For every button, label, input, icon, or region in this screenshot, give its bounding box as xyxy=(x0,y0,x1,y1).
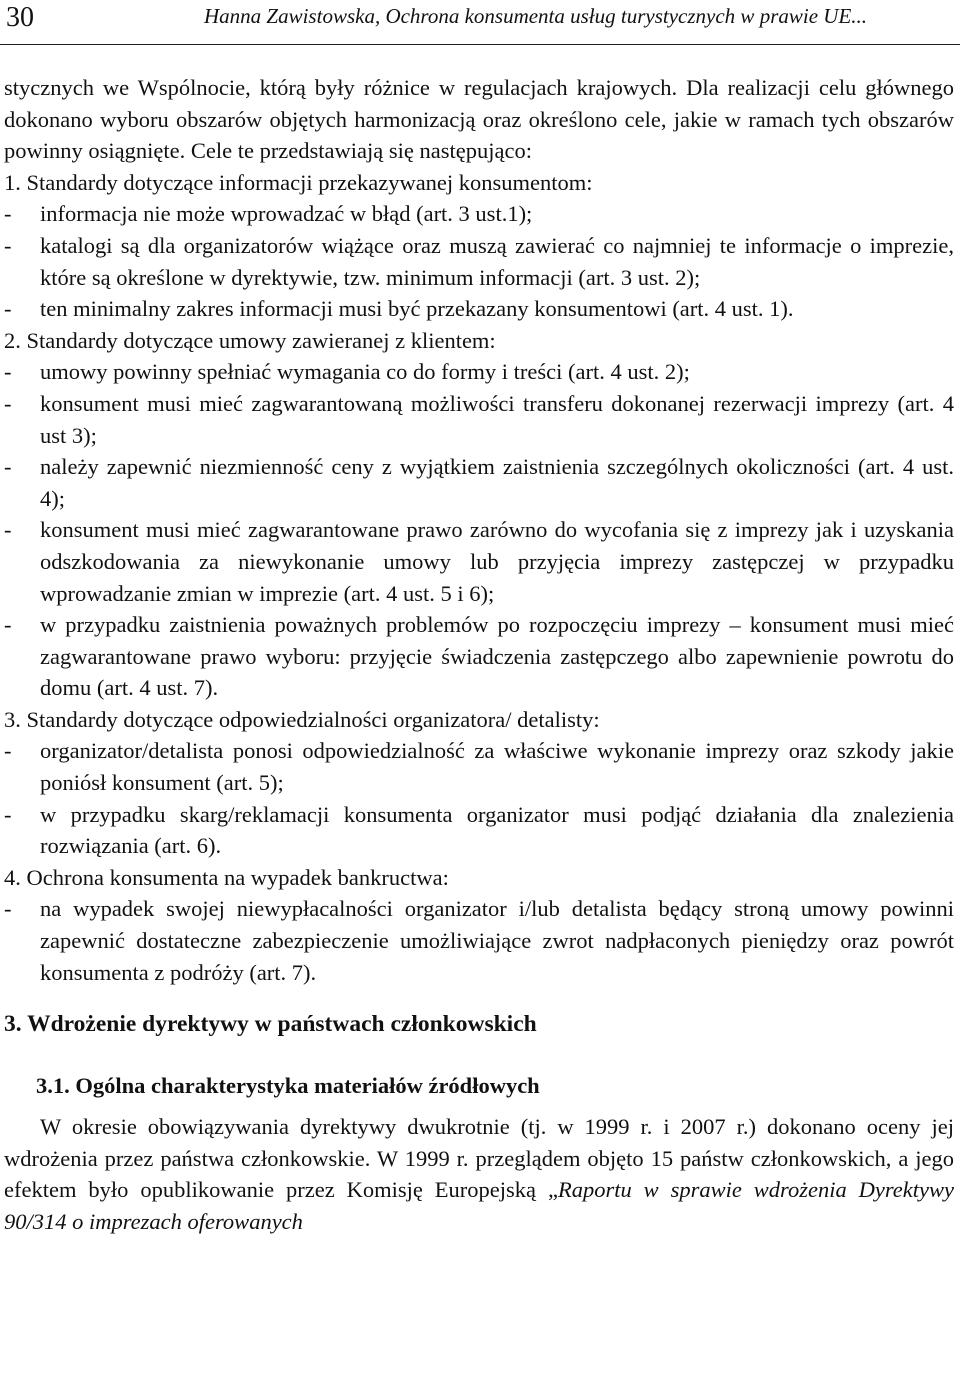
standard-2 xyxy=(4,325,954,704)
dash-marker: - xyxy=(4,296,12,322)
dash-marker: - xyxy=(4,738,12,764)
page-number: 30 xyxy=(6,2,34,33)
dash-marker: - xyxy=(4,517,12,543)
list-item xyxy=(4,198,954,230)
dash-marker: - xyxy=(4,801,12,827)
list-item xyxy=(4,388,954,451)
list-item xyxy=(4,799,954,862)
standard-heading: 3. Standardy dotyczące odpowiedzialności organizatora/ detalisty: xyxy=(4,706,600,732)
list-item-text: w przypadku zaistnienia poważnych problemów po rozpoczęciu imprezy – konsument musi mieć zagwarantowane prawo wyboru: przyjęcie świadczenia zastępczego albo zapewnienie powrotu do domu (art. 4 ust. 7). xyxy=(40,612,954,701)
dash-marker: - xyxy=(4,390,12,416)
section-title: 3. Wdrożenie dyrektywy w państwach członkowskich xyxy=(4,1011,537,1038)
list-item-text: ten minimalny zakres informacji musi być przekazany konsumentowi (art. 4 ust. 1). xyxy=(40,296,794,322)
list-item xyxy=(4,514,954,609)
list-item-text: konsument musi mieć zagwarantowaną możliwości transferu dokonanej rezerwacji imprezy (art. 4 ust 3); xyxy=(40,390,954,448)
page-body xyxy=(4,72,954,1238)
dash-marker: - xyxy=(4,232,12,258)
standard-heading: 4. Ochrona konsumenta na wypadek bankructwa: xyxy=(4,864,449,890)
dash-marker: - xyxy=(4,359,12,385)
list-item-text: umowy powinny spełniać wymagania co do formy i treści (art. 4 ust. 2); xyxy=(40,359,690,385)
dash-marker: - xyxy=(4,454,12,480)
report-title-italic: Raportu w sprawie wdrożenia Dyrektywy 90/314 o imprezach oferowanych xyxy=(4,1177,954,1234)
intro-paragraph: stycznych we Wspólnocie, którą były różnice w regulacjach krajowych. Dla realizacji celu głównego dokonano wyboru obszarów objętych harmonizacją oraz określono cele, jakie w ramach tych obszarów powinny osiągnięte. Cele te przedstawiają się następująco: xyxy=(4,75,954,164)
list-item xyxy=(4,451,954,514)
standard-4 xyxy=(4,862,954,988)
page-header xyxy=(0,0,960,45)
dash-marker: - xyxy=(4,201,12,227)
dash-marker: - xyxy=(4,612,12,638)
list-item-text: należy zapewnić niezmienność ceny z wyjątkiem zaistnienia szczególnych okoliczności (art. 4 ust. 4); xyxy=(40,454,954,511)
standard-3 xyxy=(4,704,954,862)
list-item xyxy=(4,735,954,798)
list-item-text: katalogi są dla organizatorów wiążące oraz muszą zawierać co najmniej te informacje o imprezie, które są określone w dyrektywie, tzw. minimum informacji (art. 3 ust. 2); xyxy=(40,232,954,290)
standard-heading: 2. Standardy dotyczące umowy zawieranej z klientem: xyxy=(4,327,496,353)
final-paragraph-text: W okresie obowiązywania dyrektywy dwukrotnie (tj. w 1999 r. i 2007 r.) dokonano oceny jej wdrożenia przez państwa członkowskie. W 1999 r. przeglądem objęto 15 państw członkowskich, a jego efektem było opublikowanie przez Komisję Europejską „ xyxy=(4,1114,954,1203)
standard-heading: 1. Standardy dotyczące informacji przekazywanej konsumentom: xyxy=(4,169,593,195)
list-item xyxy=(4,893,954,988)
list-item xyxy=(4,356,954,388)
subsection-title: 3.1. Ogólna charakterystyka materiałów źródłowych xyxy=(36,1073,540,1099)
list-item-text: konsument musi mieć zagwarantowane prawo zarówno do wycofania się z imprezy jak i uzyskania odszkodowania za niewykonanie umowy lub przyjęcia imprezy zastępczej w przypadku wprowadzanie zmian w imprezie (art. 4 ust. 5 i 6); xyxy=(40,517,954,606)
list-item-text: w przypadku skarg/reklamacji konsumenta organizator musi podjąć działania dla znalezienia rozwiązania (art. 6). xyxy=(40,801,954,859)
running-title: Hanna Zawistowska, Ochrona konsumenta usług turystycznych w prawie UE... xyxy=(204,4,868,28)
list-item xyxy=(4,293,954,325)
list-item-text: na wypadek swojej niewypłacalności organizator i/lub detalista będący stroną umowy powinni zapewnić dostateczne zabezpieczenie umożliwiające zwrot nadpłaconych pieniędzy oraz powrót konsumenta z podróży (art. 7). xyxy=(40,896,954,985)
list-item-text: informacja nie może wprowadzać w błąd (art. 3 ust.1); xyxy=(40,201,533,227)
list-item xyxy=(4,609,954,704)
list-item-text: organizator/detalista ponosi odpowiedzialność za właściwe wykonanie imprezy oraz szkody jakie poniósł konsument (art. 5); xyxy=(40,738,954,796)
standard-1 xyxy=(4,167,954,325)
dash-marker: - xyxy=(4,896,12,922)
list-item xyxy=(4,230,954,293)
final-paragraph xyxy=(4,1111,954,1237)
